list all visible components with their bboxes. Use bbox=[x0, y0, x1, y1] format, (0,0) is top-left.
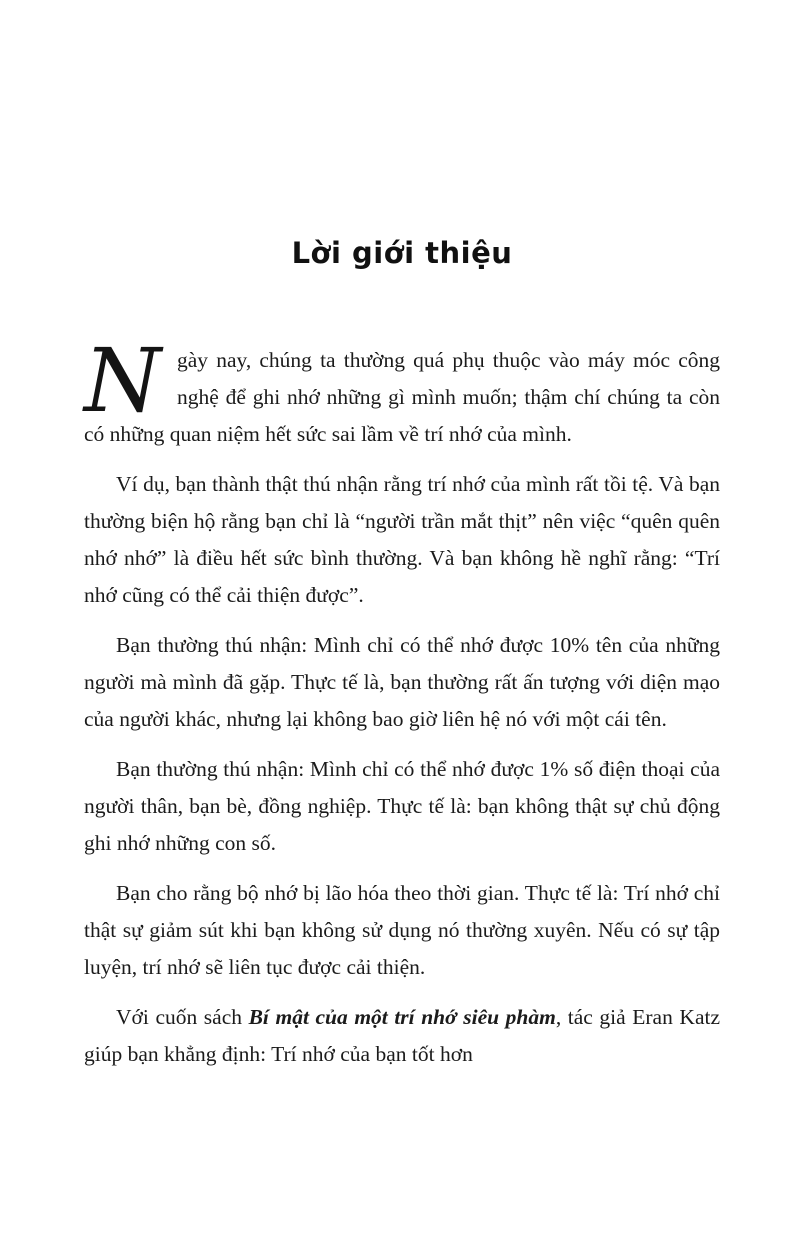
closing-text-before: Với cuốn sách bbox=[116, 1005, 249, 1029]
paragraph-names: Bạn thường thú nhận: Mình chỉ có thể nhớ được 10% tên của những người mà mình đã gặp. Thực tế là, bạn thường rất ấn tượng với diện mạo của người khác, nhưng lại không bao giờ liên hệ nó với một cái tên. bbox=[84, 633, 720, 731]
page-title: Lời giới thiệu bbox=[291, 236, 513, 270]
intro-text: gày nay, chúng ta thường quá phụ thuộc vào máy móc công nghệ để ghi nhớ những gì mình muốn; thậm chí chúng ta còn có những quan niệm hết sức sai lầm về trí nhớ của mình. bbox=[84, 348, 720, 446]
closing-text-after: , tác giả Eran Katz giúp bạn khẳng định: Trí nhớ của bạn tốt hơn bbox=[84, 1005, 721, 1066]
dropcap-letter: N bbox=[84, 329, 161, 432]
book-title-italic: Bí mật của một trí nhớ siêu phàm bbox=[248, 1005, 556, 1029]
intro-paragraph bbox=[84, 329, 720, 453]
paragraph-example: Ví dụ, bạn thành thật thú nhận rằng trí nhớ của mình rất tồi tệ. Và bạn thường biện hộ rằng bạn chỉ là “người trần mắt thịt” nên việc “quên quên nhớ nhớ” là điều hết sức bình thường. Và bạn không hề nghĩ rằng: “Trí nhớ cũng có thể cải thiện được”. bbox=[84, 472, 720, 607]
paragraph-phone-numbers: Bạn thường thú nhận: Mình chỉ có thể nhớ được 1% số điện thoại của người thân, bạn bè, đồng nghiệp. Thực tế là: bạn không thật sự chủ động ghi nhớ những con số. bbox=[84, 757, 720, 855]
paragraph-aging-memory: Bạn cho rằng bộ nhớ bị lão hóa theo thời gian. Thực tế là: Trí nhớ chỉ thật sự giảm sút khi bạn không sử dụng nó thường xuyên. Nếu có sự tập luyện, trí nhớ sẽ liên tục được cải thiện. bbox=[84, 881, 720, 979]
closing-paragraph bbox=[84, 999, 720, 1073]
